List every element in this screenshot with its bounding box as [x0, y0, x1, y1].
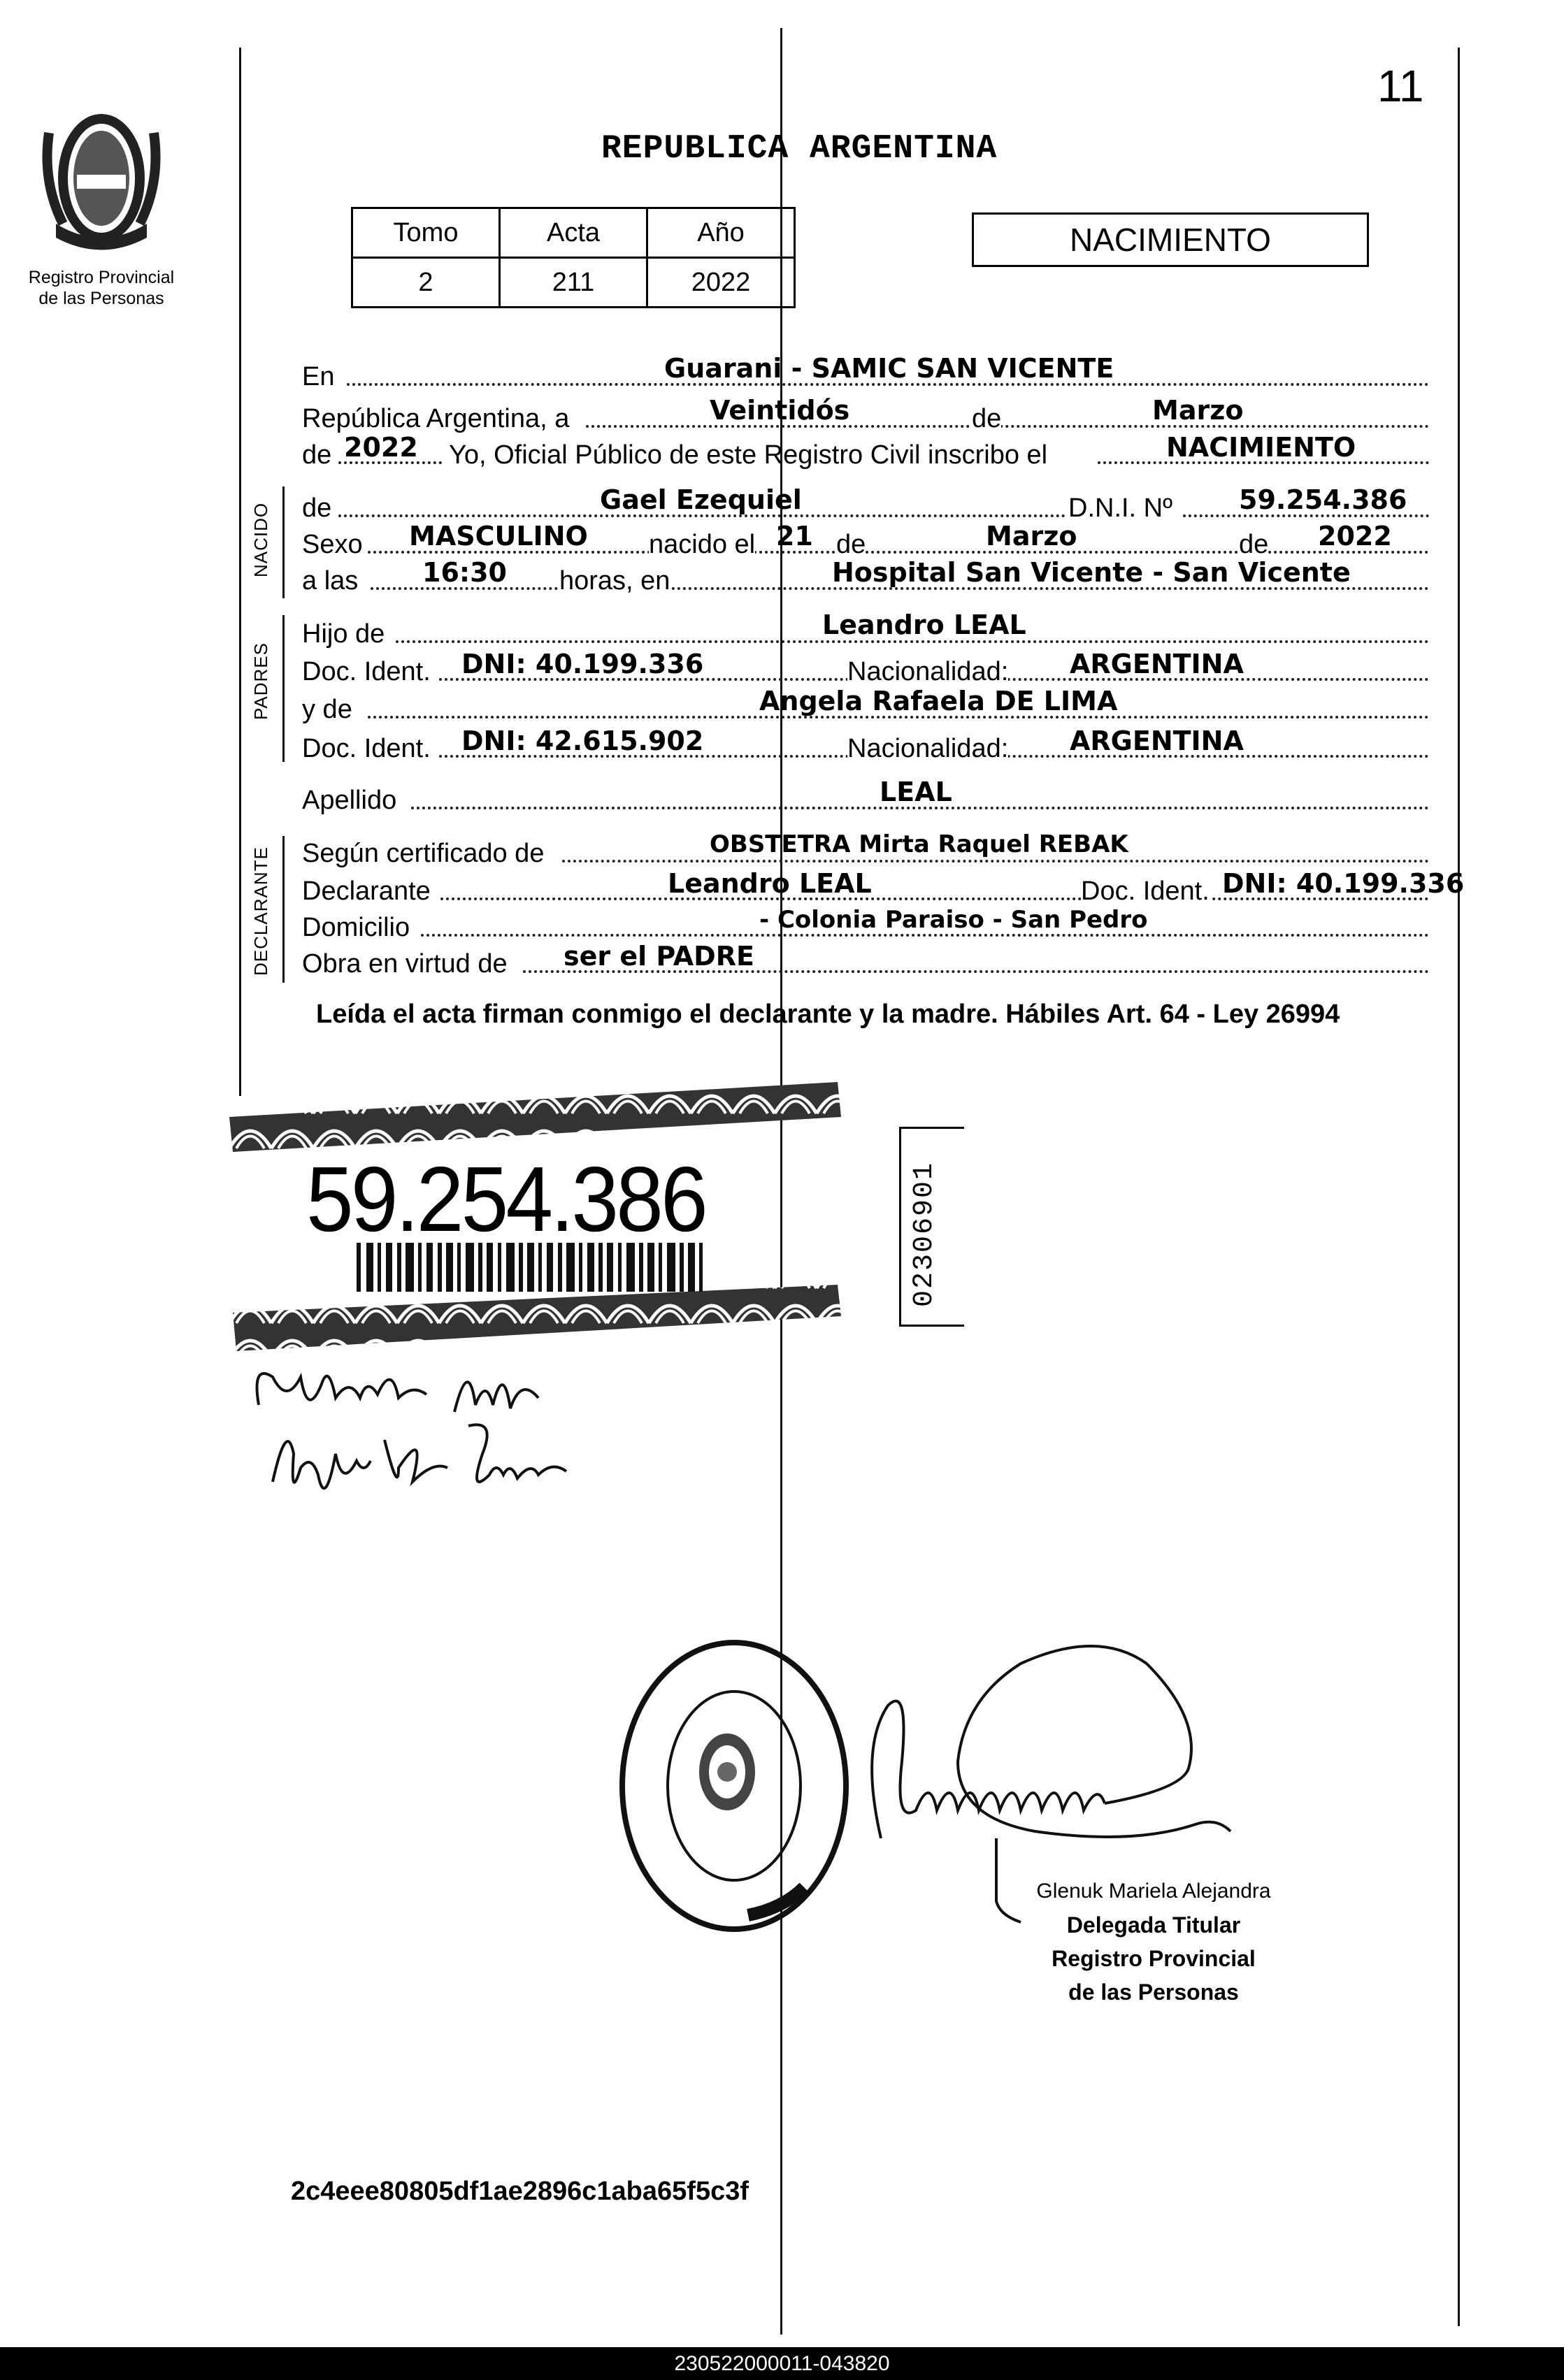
leida-text: Leída el acta firman conmigo el declarante y la madre. Hábiles Art. 64 - Ley 26994: [316, 1000, 1340, 1029]
nacido-de3-label: de: [1239, 530, 1269, 559]
nacido-de2-label: de: [836, 530, 866, 559]
dom-value: - Colonia Paraiso - San Pedro: [759, 906, 1148, 934]
nacido-de-label: de: [302, 493, 332, 523]
value-tomo: 2: [352, 258, 500, 308]
madre-nombre: Angela Rafaela DE LIMA: [759, 686, 1118, 716]
decl-value: Leandro LEAL: [668, 868, 872, 899]
inscribo-value: NACIMIENTO: [1166, 432, 1356, 463]
anio-value: 2022: [344, 432, 418, 463]
padres-side-label: PADRES: [250, 642, 271, 720]
hora-value: 16:30: [422, 557, 507, 588]
apellido-label: Apellido: [302, 786, 397, 815]
nacido-dni: 59.254.386: [1239, 484, 1407, 515]
obra-label: Obra en virtud de: [302, 949, 508, 979]
official-role: Delegada Titular: [1066, 1912, 1241, 1938]
footer-bar: [0, 2347, 1564, 2380]
obra-value: ser el PADRE: [564, 941, 754, 972]
mes-value: Marzo: [1152, 395, 1244, 426]
value-acta: 211: [500, 258, 647, 308]
nacido-anio: 2022: [1318, 521, 1392, 551]
oficial-text: Yo, Oficial Público de este Registro Civil inscribo el: [449, 440, 1048, 470]
en-value: Guarani - SAMIC SAN VICENTE: [664, 353, 1114, 384]
decl-doc-value: DNI: 40.199.336: [1222, 868, 1465, 899]
value-anio: 2022: [647, 258, 795, 308]
vline: [282, 615, 285, 762]
header-acta: Acta: [500, 208, 647, 258]
doc1-label: Doc. Ident.: [302, 657, 431, 686]
official-org2: de las Personas: [1068, 1979, 1239, 2005]
nacido-mes: Marzo: [986, 521, 1077, 551]
dia-value: Veintidós: [710, 395, 850, 426]
segun-label: Según certificado de: [302, 839, 545, 868]
document-hash: 2c4eee80805df1ae2896c1aba65f5c3f: [291, 2177, 749, 2206]
official-title-block: [1007, 1875, 1300, 2009]
nacido-el-label: nacido el: [649, 530, 756, 559]
dots: [562, 860, 1429, 863]
dni-sticker: [229, 1082, 845, 1355]
madre-doc: DNI: 42.615.902: [461, 726, 704, 756]
padre-nombre: Leandro LEAL: [822, 610, 1026, 640]
dni-label: D.N.I. Nº: [1068, 493, 1172, 523]
de2-label: de: [302, 440, 332, 470]
yde-label: y de: [302, 695, 352, 724]
registry-table: [351, 207, 796, 308]
official-name: Glenuk Mariela Alejandra: [1036, 1880, 1271, 1903]
official-stamp: [601, 1622, 867, 1950]
sexo-label: Sexo: [302, 530, 363, 559]
header-anio: Año: [647, 208, 795, 258]
nac2-label: Nacionalidad:: [847, 734, 1009, 763]
dots: [421, 934, 1429, 937]
record-type: NACIMIENTO: [1070, 222, 1271, 258]
logo-caption: Registro Provincial de las Personas: [28, 268, 175, 308]
doc2-label: Doc. Ident.: [302, 734, 431, 763]
nacido-nombre: Gael Ezequiel: [600, 484, 802, 515]
decl-doc-label: Doc. Ident.: [1081, 877, 1210, 906]
document-title: REPUBLICA ARGENTINA: [601, 130, 998, 168]
signature-madre: [259, 1412, 587, 1520]
horas-en-label: horas, en: [559, 566, 670, 596]
right-margin-line: [1458, 48, 1460, 2326]
left-margin-line: [239, 48, 241, 1096]
nac1-label: Nacionalidad:: [847, 657, 1009, 686]
page-number: 11: [1377, 61, 1424, 111]
province-seal-logo: [42, 105, 161, 259]
republica-label: República Argentina, a: [302, 404, 570, 433]
padre-doc: DNI: 40.199.336: [461, 649, 704, 679]
nacido-side-label: NACIDO: [250, 502, 271, 577]
segun-value: OBSTETRA Mirta Raquel REBAK: [710, 830, 1128, 858]
vline: [282, 486, 285, 598]
alas-label: a las: [302, 566, 359, 596]
dni-sticker-number: 59.254.386: [306, 1148, 706, 1250]
madre-nacionalidad: ARGENTINA: [1070, 726, 1244, 756]
declarante-side-label: DECLARANTE: [250, 846, 271, 976]
apellido-value: LEAL: [880, 777, 952, 807]
footer-code: 230522000011-043820: [674, 2352, 890, 2375]
decl-label: Declarante: [302, 877, 431, 906]
en-label: En: [302, 362, 335, 391]
lugar-value: Hospital San Vicente - San Vicente: [832, 557, 1351, 588]
hijo-de-label: Hijo de: [302, 619, 385, 649]
dom-label: Domicilio: [302, 913, 410, 942]
de-label: de: [972, 404, 1002, 433]
nacido-dia: 21: [776, 521, 813, 551]
serial-number: 02306901: [909, 1161, 940, 1307]
header-tomo: Tomo: [352, 208, 500, 258]
record-type-box: [972, 212, 1369, 267]
sexo-value: MASCULINO: [409, 521, 588, 551]
dots: [396, 640, 1429, 643]
official-org1: Registro Provincial: [1052, 1946, 1256, 1971]
vline: [282, 836, 285, 983]
padre-nacionalidad: ARGENTINA: [1070, 649, 1244, 679]
